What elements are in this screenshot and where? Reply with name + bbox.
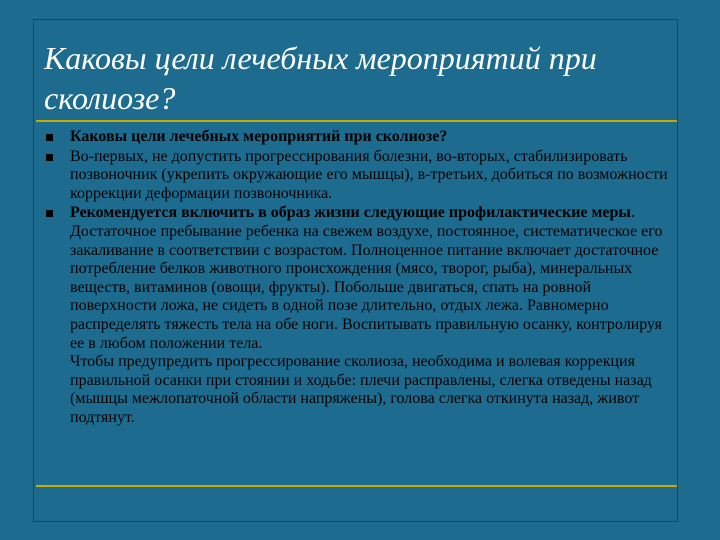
bullet-strong-text: Рекомендуется включить в образ жизни следующие профилактические меры: [70, 204, 631, 222]
bottom-divider-line: [36, 485, 677, 487]
title-divider-line: [36, 120, 677, 122]
bullet-item: [44, 204, 680, 427]
bullet-text: Каковы цели лечебных мероприятий при сколиозе?: [70, 128, 448, 145]
square-bullet-icon: [46, 154, 53, 161]
bullet-paragraph: Чтобы предупредить прогрессирование сколиоза, необходима и волевая коррекция правильной осанки при стоянии и ходьбе: плечи расправлены, слегка отведены назад (мышцы межлопаточной области напряжены), голова слегка откинута назад, живот подтянут.: [70, 353, 652, 426]
square-bullet-icon: [46, 210, 53, 217]
slide-body: [44, 128, 680, 429]
bullet-item: [44, 128, 680, 147]
slide-title: Каковы цели лечебных мероприятий при сколиозе?: [44, 40, 597, 116]
bullet-text: . Достаточное пребывание ребенка на свежем воздухе, постоянное, систематическое его закаливание в соответствии с возрастом. Полноценное питание включает достаточное потребление белков животного происхождения (мясо, творог, рыба), минеральных веществ, витаминов (овощи, фрукты). Побольше двигаться, спать на ровной поверхности ложа, не сидеть в одной позе длительно, отдых лежа. Равномерно распределять тяжесть тела на обе ноги. Воспитывать правильную осанку, контролируя ее в любом положении тела.: [70, 204, 663, 352]
bullet-text: Во-первых, не допустить прогрессирования болезни, во-вторых, стабилизировать позвоночник (укрепить окружающие его мышцы), в-третьих, добиться по возможности коррекции деформации позвоночника.: [70, 147, 668, 202]
square-bullet-icon: [46, 134, 53, 141]
bullet-item: [44, 148, 680, 204]
